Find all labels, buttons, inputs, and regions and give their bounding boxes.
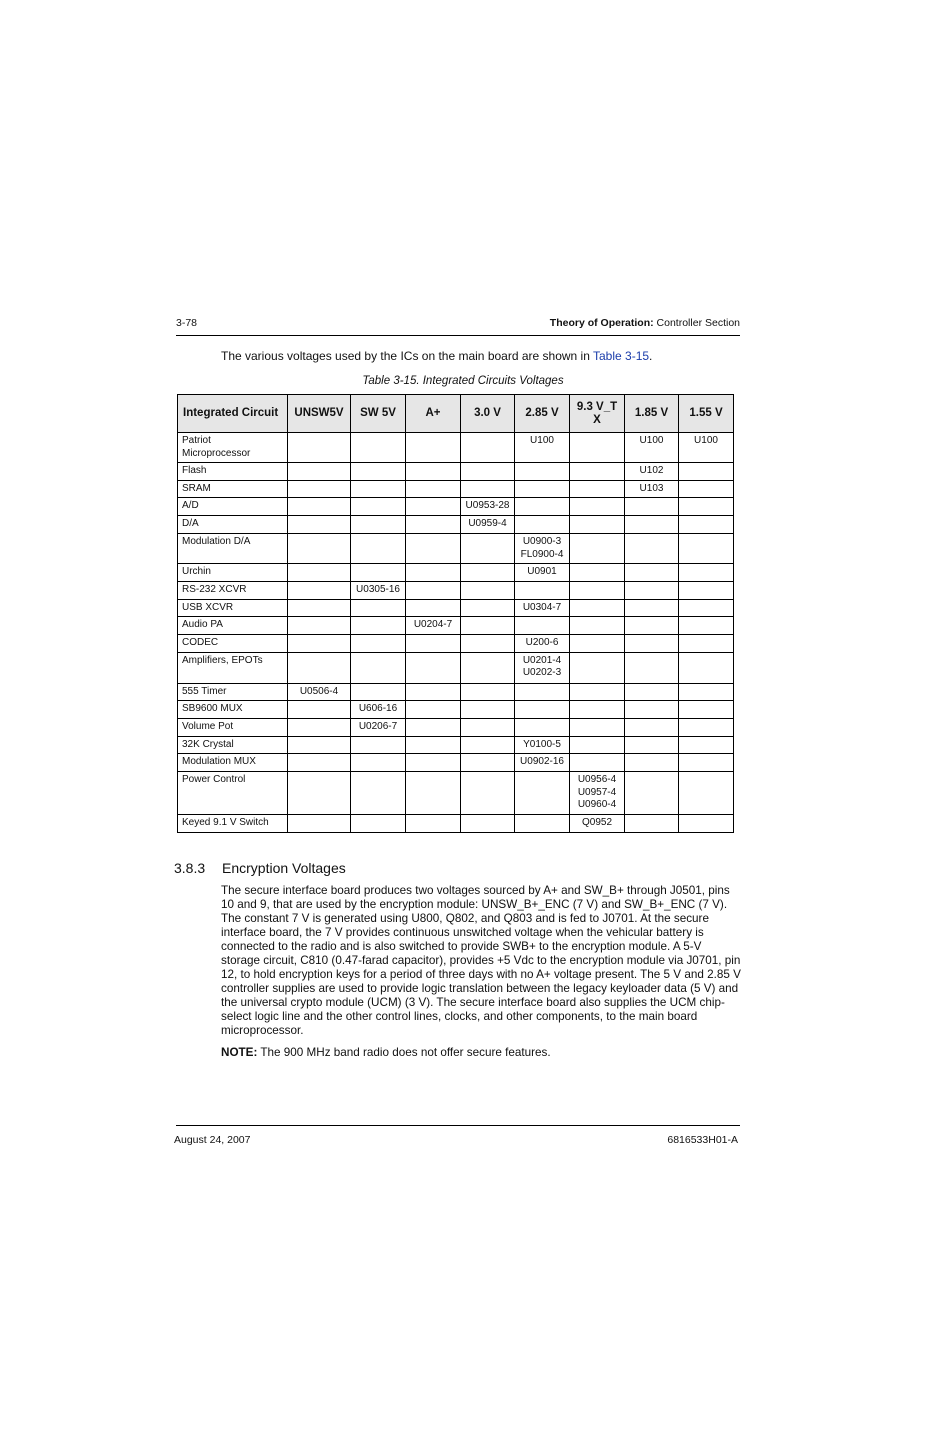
voltage-cell [351, 815, 406, 833]
table-row [178, 498, 734, 516]
voltage-cell [570, 564, 625, 582]
paragraph-line: controller supplies are used to provide logic translation between the legacy keyloader data (5 V) and [221, 982, 739, 995]
voltage-cell [288, 480, 351, 498]
voltage-cell [625, 498, 679, 516]
voltage-cell [679, 581, 734, 599]
voltage-cell [515, 498, 570, 516]
ic-voltage-table [177, 394, 734, 833]
voltage-cell [288, 635, 351, 653]
voltage-cell [515, 815, 570, 833]
voltage-cell: U0901 [515, 564, 570, 582]
voltage-cell [515, 581, 570, 599]
voltage-cell: U0206-7 [351, 718, 406, 736]
ic-name-cell: Power Control [178, 772, 288, 815]
voltage-cell [625, 564, 679, 582]
voltage-cell [288, 534, 351, 564]
table-row [178, 617, 734, 635]
running-header-bold: Theory of Operation: [549, 317, 654, 329]
voltage-cell [625, 635, 679, 653]
voltage-cell [351, 516, 406, 534]
table-row [178, 599, 734, 617]
voltage-cell: U0953-28 [461, 498, 515, 516]
voltage-cell [351, 617, 406, 635]
voltage-cell [515, 701, 570, 719]
paragraph-line: storage circuit, C810 (0.47-farad capacitor), provides +5 Vdc to the encryption module via J0701, pin [221, 954, 741, 967]
ic-name-cell: RS-232 XCVR [178, 581, 288, 599]
voltage-cell [625, 534, 679, 564]
voltage-cell [679, 564, 734, 582]
voltage-cell [679, 754, 734, 772]
voltage-cell [679, 599, 734, 617]
voltage-cell [351, 433, 406, 463]
table-row [178, 652, 734, 683]
page-number: 3-78 [176, 317, 198, 329]
voltage-cell [515, 516, 570, 534]
voltage-cell [679, 815, 734, 833]
voltage-cell [625, 581, 679, 599]
voltage-cell [288, 564, 351, 582]
voltage-cell [570, 683, 625, 701]
voltage-cell [570, 498, 625, 516]
voltage-cell [515, 718, 570, 736]
voltage-cell [461, 534, 515, 564]
voltage-cell [570, 635, 625, 653]
paragraph-line: The constant 7 V is generated using U800, Q802, and Q803 and is fed to J0701. At the secure [221, 912, 709, 925]
voltage-cell [288, 516, 351, 534]
voltage-cell [625, 815, 679, 833]
intro-sentence: The various voltages used by the ICs on the main board are shown in [221, 349, 593, 363]
voltage-cell [406, 683, 461, 701]
note [221, 1046, 551, 1059]
ic-name-cell: 555 Timer [178, 683, 288, 701]
voltage-cell [625, 701, 679, 719]
running-header [550, 317, 740, 329]
voltage-cell [625, 652, 679, 683]
ic-name-cell: Flash [178, 463, 288, 481]
ic-name-cell: Amplifiers, EPOTs [178, 652, 288, 683]
section-paragraph [221, 884, 741, 1038]
voltage-cell [570, 652, 625, 683]
voltage-cell [406, 635, 461, 653]
voltage-cell [288, 433, 351, 463]
voltage-cell [406, 433, 461, 463]
voltage-cell [288, 772, 351, 815]
voltage-cell [570, 701, 625, 719]
voltage-cell [461, 635, 515, 653]
voltage-cell [679, 683, 734, 701]
voltage-cell [461, 463, 515, 481]
column-header: 1.55 V [679, 395, 734, 433]
voltage-cell: U0305-16 [351, 581, 406, 599]
ic-name-cell: A/D [178, 498, 288, 516]
paragraph-line: interface board, the 7 V provides continuous unswitched voltage when the vehicular battery is [221, 926, 704, 939]
ic-name-cell: 32K Crystal [178, 736, 288, 754]
voltage-cell [351, 754, 406, 772]
voltage-cell: Q0952 [570, 815, 625, 833]
voltage-cell [461, 433, 515, 463]
ic-name-cell: Keyed 9.1 V Switch [178, 815, 288, 833]
voltage-cell [570, 718, 625, 736]
voltage-cell [515, 683, 570, 701]
table-row [178, 635, 734, 653]
voltage-cell [406, 480, 461, 498]
table-row [178, 736, 734, 754]
voltage-cell [570, 754, 625, 772]
voltage-cell [406, 516, 461, 534]
voltage-cell [625, 718, 679, 736]
voltage-cell [625, 772, 679, 815]
voltage-cell: U100 [515, 433, 570, 463]
voltage-cell [679, 718, 734, 736]
voltage-cell [406, 581, 461, 599]
voltage-cell [288, 736, 351, 754]
voltage-cell [570, 581, 625, 599]
table-row [178, 516, 734, 534]
voltage-cell [288, 463, 351, 481]
voltage-cell [406, 534, 461, 564]
ic-name-cell: Modulation MUX [178, 754, 288, 772]
table-row [178, 581, 734, 599]
paragraph-line: 10 and 9, that are used by the encryption module: UNSW_B+_ENC (7 V) and SW_B+_ENC (7 V). [221, 898, 728, 911]
intro-text [221, 349, 652, 363]
voltage-cell [351, 683, 406, 701]
table-caption: Table 3-15. Integrated Circuits Voltages [362, 375, 564, 387]
voltage-cell [351, 772, 406, 815]
voltage-cell [461, 718, 515, 736]
voltage-cell [570, 736, 625, 754]
voltage-cell [461, 617, 515, 635]
voltage-cell [461, 701, 515, 719]
voltage-cell: U100 [679, 433, 734, 463]
voltage-cell [679, 498, 734, 516]
table-row [178, 718, 734, 736]
voltage-cell: U0304-7 [515, 599, 570, 617]
voltage-cell [406, 498, 461, 516]
voltage-cell [288, 718, 351, 736]
voltage-cell [288, 652, 351, 683]
table-header-row [178, 395, 734, 433]
voltage-cell [288, 498, 351, 516]
voltage-cell: U200-6 [515, 635, 570, 653]
table-row [178, 683, 734, 701]
column-header: SW 5V [351, 395, 406, 433]
voltage-cell [351, 652, 406, 683]
table-row [178, 463, 734, 481]
voltage-cell [625, 754, 679, 772]
voltage-cell [406, 599, 461, 617]
voltage-cell [570, 534, 625, 564]
voltage-cell [406, 652, 461, 683]
voltage-cell [625, 516, 679, 534]
voltage-cell [351, 564, 406, 582]
voltage-cell [515, 772, 570, 815]
voltage-cell [679, 701, 734, 719]
voltage-cell [679, 736, 734, 754]
section-number: 3.8.3 [174, 860, 206, 876]
header-rule [176, 335, 740, 336]
table-row [178, 433, 734, 463]
voltage-cell [461, 754, 515, 772]
paragraph-line: select logic line and the other control lines, clocks, and other components, to the main board [221, 1010, 698, 1023]
voltage-cell: U0201-4 U0202-3 [515, 652, 570, 683]
ic-name-cell: USB XCVR [178, 599, 288, 617]
voltage-cell [679, 534, 734, 564]
voltage-cell [570, 617, 625, 635]
table-row [178, 480, 734, 498]
column-header: Integrated Circuit [178, 395, 288, 433]
voltage-cell [406, 736, 461, 754]
voltage-cell [570, 516, 625, 534]
column-header: 3.0 V [461, 395, 515, 433]
ic-name-cell: SB9600 MUX [178, 701, 288, 719]
column-header: UNSW5V [288, 395, 351, 433]
voltage-cell: U100 [625, 433, 679, 463]
voltage-cell [351, 463, 406, 481]
voltage-cell [406, 772, 461, 815]
voltage-cell [351, 599, 406, 617]
voltage-cell [570, 599, 625, 617]
ic-name-cell: Modulation D/A [178, 534, 288, 564]
voltage-cell: U0900-3 FL0900-4 [515, 534, 570, 564]
voltage-cell [406, 564, 461, 582]
paragraph-line: the universal crypto module (UCM) (3 V). The secure interface board also supplies the UCM chip- [221, 996, 725, 1009]
ic-name-cell: SRAM [178, 480, 288, 498]
voltage-cell [288, 581, 351, 599]
ic-name-cell: CODEC [178, 635, 288, 653]
ic-name-cell: D/A [178, 516, 288, 534]
voltage-cell [679, 463, 734, 481]
voltage-cell [406, 463, 461, 481]
voltage-cell [351, 736, 406, 754]
section-title: Encryption Voltages [222, 860, 346, 876]
voltage-cell [570, 480, 625, 498]
voltage-cell [515, 463, 570, 481]
voltage-cell [625, 683, 679, 701]
note-label: NOTE: [221, 1046, 258, 1059]
footer-rule [176, 1125, 740, 1126]
voltage-cell [461, 772, 515, 815]
voltage-cell [461, 683, 515, 701]
table-row [178, 534, 734, 564]
ic-name-cell: Audio PA [178, 617, 288, 635]
voltage-cell [461, 480, 515, 498]
voltage-cell [351, 498, 406, 516]
ic-name-cell: Urchin [178, 564, 288, 582]
voltage-cell [288, 617, 351, 635]
paragraph-line: connected to the radio and is also switched to provide SWB+ to the encryption module. A 5-V [221, 940, 702, 953]
voltage-cell [570, 433, 625, 463]
voltage-cell [679, 480, 734, 498]
footer-date: August 24, 2007 [174, 1134, 251, 1146]
voltage-cell [288, 701, 351, 719]
voltage-cell [625, 599, 679, 617]
table-row [178, 815, 734, 833]
intro-end: . [649, 349, 653, 363]
table-link[interactable]: Table 3-15 [593, 349, 650, 363]
column-header: 2.85 V [515, 395, 570, 433]
voltage-cell [406, 815, 461, 833]
voltage-cell [406, 701, 461, 719]
voltage-cell: U0204-7 [406, 617, 461, 635]
footer-doc-number: 6816533H01-A [667, 1134, 738, 1146]
ic-name-cell: Patriot Microprocessor [178, 433, 288, 463]
column-header: 9.3 V_T X [570, 395, 625, 433]
voltage-cell [351, 534, 406, 564]
voltage-cell [288, 815, 351, 833]
voltage-cell [406, 718, 461, 736]
voltage-cell [351, 480, 406, 498]
voltage-cell [679, 652, 734, 683]
voltage-cell [625, 736, 679, 754]
table-row [178, 701, 734, 719]
voltage-cell [515, 480, 570, 498]
voltage-cell [288, 599, 351, 617]
voltage-cell [461, 652, 515, 683]
paragraph-line: 12, to hold encryption keys for a period of three days with no A+ voltage present. The 5 V and 2.85 V [221, 968, 741, 981]
voltage-cell [351, 635, 406, 653]
paragraph-line: microprocessor. [221, 1024, 304, 1037]
voltage-cell: Y0100-5 [515, 736, 570, 754]
voltage-cell [570, 463, 625, 481]
voltage-cell: U0956-4 U0957-4 U0960-4 [570, 772, 625, 815]
table-row [178, 754, 734, 772]
voltage-cell [679, 516, 734, 534]
voltage-cell [461, 736, 515, 754]
voltage-cell: U606-16 [351, 701, 406, 719]
voltage-cell: U0902-16 [515, 754, 570, 772]
running-header-rest: Controller Section [653, 317, 740, 329]
ic-name-cell: Volume Pot [178, 718, 288, 736]
column-header: A+ [406, 395, 461, 433]
voltage-cell: U0959-4 [461, 516, 515, 534]
voltage-cell: U103 [625, 480, 679, 498]
note-text: The 900 MHz band radio does not offer secure features. [257, 1046, 551, 1059]
voltage-cell: U102 [625, 463, 679, 481]
table-row [178, 564, 734, 582]
voltage-cell [461, 815, 515, 833]
voltage-cell [288, 754, 351, 772]
voltage-cell [461, 599, 515, 617]
voltage-cell [515, 617, 570, 635]
voltage-cell [679, 617, 734, 635]
column-header: 1.85 V [625, 395, 679, 433]
voltage-cell [679, 772, 734, 815]
voltage-cell [679, 635, 734, 653]
voltage-cell: U0506-4 [288, 683, 351, 701]
paragraph-line: The secure interface board produces two voltages sourced by A+ and SW_B+ through J0501, pins [221, 884, 730, 897]
table-row [178, 772, 734, 815]
voltage-cell [461, 581, 515, 599]
voltage-cell [406, 754, 461, 772]
voltage-cell [625, 617, 679, 635]
voltage-cell [461, 564, 515, 582]
